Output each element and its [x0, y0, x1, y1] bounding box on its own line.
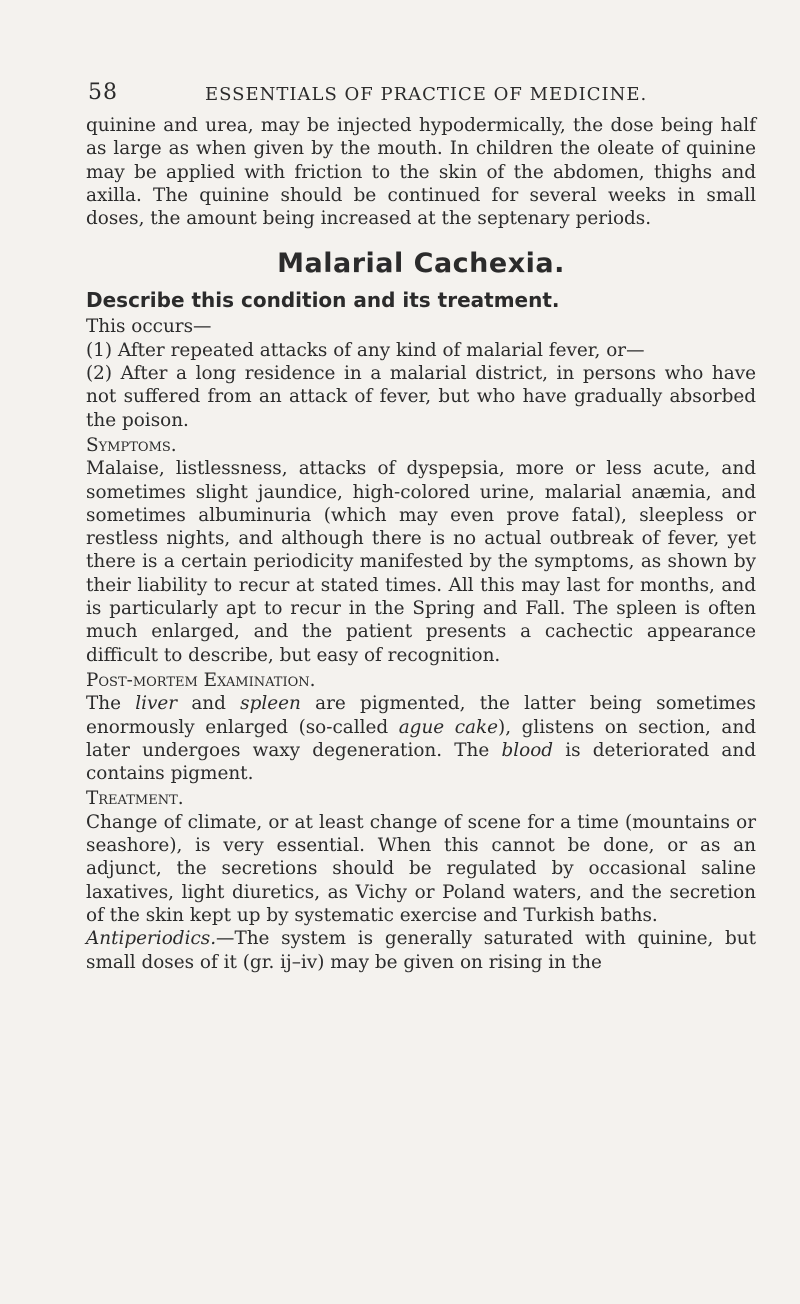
post-mortem-text-5: is deteriorated and contains pigment.: [86, 739, 756, 785]
body-text: [86, 114, 756, 974]
antiperiodics-label: Antiperiodics.: [86, 928, 217, 950]
post-mortem-text-4: ), glistens on section, and later undergoes waxy degeneration. The: [86, 716, 756, 761]
occurs-intro: This occurs—: [86, 316, 212, 338]
intro-paragraph: quinine and urea, may be injected hypodermically, the dose being half as large as when given by the mouth. In children the oleate of quinine may be applied with friction to the skin of the abdomen, thighs and axilla. The quinine should be continued for several weeks in small doses, the amount being increased at the septenary periods.: [86, 115, 756, 230]
ague-cake-term: ague cake: [398, 716, 499, 738]
question-heading: Describe this condition and its treatment.: [86, 288, 560, 313]
spleen-term: spleen: [240, 693, 301, 715]
treatment-heading: Treatment.: [86, 788, 184, 810]
post-mortem-text-2: and: [177, 693, 241, 715]
post-mortem-heading: Post-mortem Examination.: [86, 669, 316, 691]
section-title: Malarial Cachexia.: [277, 248, 565, 280]
blood-term: blood: [501, 739, 554, 761]
antiperiodics-paragraph: [86, 927, 756, 974]
page-number: 58: [88, 80, 118, 105]
running-head: [0, 80, 800, 110]
post-mortem-text-1: The: [86, 693, 136, 715]
post-mortem-text-3: are pigmented, the latter being sometimes enormously enlarged (so-called: [86, 693, 756, 738]
post-mortem-paragraph: [86, 692, 756, 785]
liver-term: liver: [135, 693, 178, 715]
symptoms-paragraph: Malaise, listlessness, attacks of dyspepsia, more or less acute, and sometimes slight jaundice, high-colored urine, malarial anæmia, and sometimes albuminuria (which may even prove fatal), sleepless or restless nights, and although there is no actual outbreak of fever, yet there is a certain periodicity manifested by the symptoms, as shown by their liability to recur at stated times. All this may last for months, and is particularly apt to recur in the Spring and Fall. The spleen is often much enlarged, and the patient presents a cachectic appearance difficult to describe, but easy of recognition.: [86, 458, 756, 666]
antiperiodics-text: —The system is generally saturated with quinine, but small doses of it (gr. ij–iv) may be given on rising in the: [86, 928, 756, 973]
occurs-item-1: (1) After repeated attacks of any kind of malarial fever, or—: [86, 339, 645, 361]
running-title: ESSENTIALS OF PRACTICE OF MEDICINE.: [205, 84, 648, 105]
symptoms-heading: Symptoms.: [86, 434, 177, 456]
treatment-paragraph: Change of climate, or at least change of scene for a time (mountains or seashore), is very essential. When this cannot be done, or as an adjunct, the secretions should be regulated by occasional saline laxatives, light diuretics, as Vichy or Poland waters, and the secretion of the skin kept up by systematic exercise and Turkish baths.: [86, 811, 756, 926]
occurs-item-2: (2) After a long residence in a malarial district, in persons who have not suffered from an attack of fever, but who have gradually absorbed the poison.: [86, 363, 756, 431]
